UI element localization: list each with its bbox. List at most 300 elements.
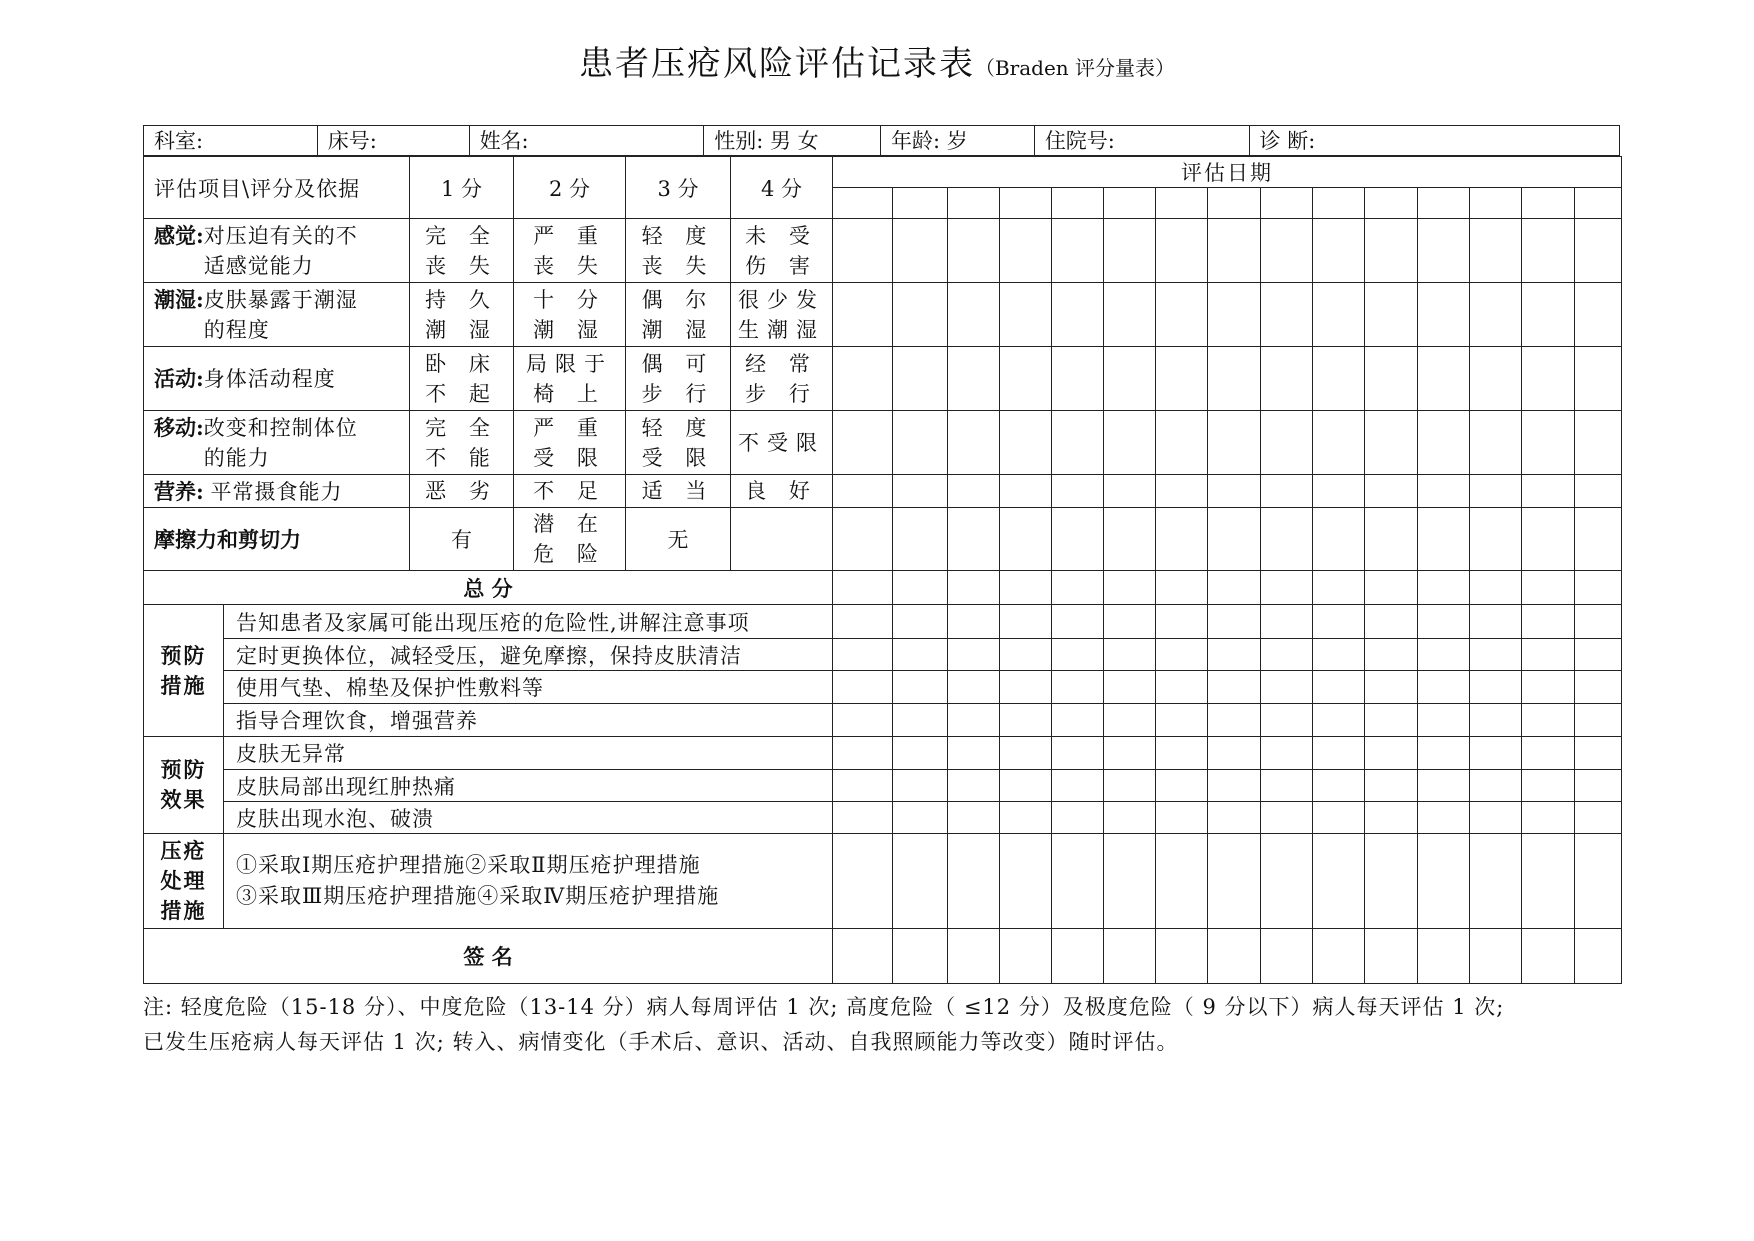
entry-cell[interactable] xyxy=(1000,802,1052,834)
score-entry-cell[interactable] xyxy=(1208,411,1261,475)
entry-cell[interactable] xyxy=(1000,929,1052,984)
entry-cell[interactable] xyxy=(893,802,948,834)
entry-cell[interactable] xyxy=(1261,671,1313,704)
entry-cell[interactable] xyxy=(1000,671,1052,704)
entry-cell[interactable] xyxy=(833,671,893,704)
entry-cell[interactable] xyxy=(1156,508,1208,571)
score-entry-cell[interactable] xyxy=(833,283,893,347)
entry-cell[interactable] xyxy=(1522,508,1575,571)
entry-cell[interactable] xyxy=(1052,770,1104,802)
entry-cell[interactable] xyxy=(1365,475,1418,508)
prevention-measure-1: 告知患者及家属可能出现压疮的危险性,讲解注意事项 xyxy=(224,605,833,639)
gender-field[interactable]: 性别: 男 女 xyxy=(704,126,881,155)
score-line1: 轻 度 xyxy=(641,223,715,248)
item-description-line1: 改变和控制体位 xyxy=(203,415,358,440)
entry-cell[interactable] xyxy=(1522,671,1575,704)
score-entry-cell[interactable] xyxy=(1522,347,1575,411)
score-entry-cell[interactable] xyxy=(948,347,1000,411)
entry-cell[interactable] xyxy=(1156,639,1208,671)
score-entry-cell[interactable] xyxy=(1156,411,1208,475)
entry-cell[interactable] xyxy=(1418,475,1470,508)
name-field[interactable]: 姓名: xyxy=(470,126,705,155)
entry-cell[interactable] xyxy=(893,508,948,571)
entry-cell[interactable] xyxy=(1261,639,1313,671)
score-entry-cell[interactable] xyxy=(833,219,893,283)
score-entry-cell[interactable] xyxy=(1261,219,1313,283)
score-entry-cell[interactable] xyxy=(1313,283,1365,347)
score-entry-cell[interactable] xyxy=(893,411,948,475)
entry-cell[interactable] xyxy=(893,737,948,770)
entry-cell[interactable] xyxy=(1104,639,1156,671)
entry-cell[interactable] xyxy=(1365,639,1418,671)
score-entry-cell[interactable] xyxy=(1000,411,1052,475)
entry-cell[interactable] xyxy=(1156,704,1208,737)
patient-info-row xyxy=(143,125,1620,156)
prevention-row-1 xyxy=(144,639,1622,671)
score-entry-cell[interactable] xyxy=(1156,219,1208,283)
score-line2: 丧 失 xyxy=(641,253,715,278)
entry-cell[interactable] xyxy=(1365,770,1418,802)
score-entry-cell[interactable] xyxy=(1365,347,1418,411)
entry-cell[interactable] xyxy=(1156,737,1208,770)
date-entry-cell[interactable] xyxy=(833,188,893,219)
score-entry-cell[interactable] xyxy=(1000,219,1052,283)
entry-cell[interactable] xyxy=(1261,571,1313,605)
col-header-assessment-date: 评估日期 xyxy=(833,157,1622,188)
entry-cell[interactable] xyxy=(1470,605,1522,639)
entry-cell[interactable] xyxy=(1261,508,1313,571)
entry-cell[interactable] xyxy=(1418,605,1470,639)
score-entry-cell[interactable] xyxy=(1208,347,1261,411)
entry-cell[interactable] xyxy=(1052,639,1104,671)
entry-cell[interactable] xyxy=(1575,605,1622,639)
entry-cell[interactable] xyxy=(1156,802,1208,834)
score-entry-cell[interactable] xyxy=(1522,283,1575,347)
score-line1: 严 重 xyxy=(533,415,606,440)
entry-cell[interactable] xyxy=(948,834,1000,929)
entry-cell[interactable] xyxy=(1156,834,1208,929)
score-entry-cell[interactable] xyxy=(1104,347,1156,411)
score-entry-cell[interactable] xyxy=(948,411,1000,475)
entry-cell[interactable] xyxy=(1208,929,1261,984)
entry-cell[interactable] xyxy=(1052,929,1104,984)
score-entry-cell[interactable] xyxy=(1418,283,1470,347)
score-entry-cell[interactable] xyxy=(1208,219,1261,283)
entry-cell[interactable] xyxy=(1365,508,1418,571)
effect-label xyxy=(144,737,224,834)
entry-cell[interactable] xyxy=(1000,639,1052,671)
entry-cell[interactable] xyxy=(1052,704,1104,737)
entry-cell[interactable] xyxy=(1208,475,1261,508)
age-field[interactable]: 年龄: 岁 xyxy=(881,126,1035,155)
score-entry-cell[interactable] xyxy=(1313,347,1365,411)
entry-cell[interactable] xyxy=(1522,834,1575,929)
score-cell-2 xyxy=(514,347,626,411)
entry-cell[interactable] xyxy=(1104,605,1156,639)
entry-cell[interactable] xyxy=(1000,770,1052,802)
entry-cell[interactable] xyxy=(1418,508,1470,571)
score-entry-cell[interactable] xyxy=(1418,347,1470,411)
score-line2: 步 行 xyxy=(641,381,715,406)
effect-row-2 xyxy=(144,802,1622,834)
effect-label-line1: 预防 xyxy=(160,757,207,782)
entry-cell[interactable] xyxy=(1104,802,1156,834)
col-header-score3: 3 分 xyxy=(626,157,731,219)
score-entry-cell[interactable] xyxy=(893,347,948,411)
entry-cell[interactable] xyxy=(1522,639,1575,671)
entry-cell[interactable] xyxy=(833,929,893,984)
entry-cell[interactable] xyxy=(1470,571,1522,605)
entry-cell[interactable] xyxy=(1470,704,1522,737)
entry-cell[interactable] xyxy=(1365,802,1418,834)
score-entry-cell[interactable] xyxy=(1104,283,1156,347)
entry-cell[interactable] xyxy=(1000,475,1052,508)
entry-cell[interactable] xyxy=(833,475,893,508)
score-entry-cell[interactable] xyxy=(1313,411,1365,475)
item-category: 感觉: xyxy=(154,222,204,248)
entry-cell[interactable] xyxy=(1261,737,1313,770)
entry-cell[interactable] xyxy=(1470,834,1522,929)
score-line1: 完 全 xyxy=(425,223,498,248)
entry-cell[interactable] xyxy=(1365,704,1418,737)
entry-cell[interactable] xyxy=(1365,834,1418,929)
score-entry-cell[interactable] xyxy=(1575,219,1622,283)
entry-cell[interactable] xyxy=(1261,770,1313,802)
score-entry-cell[interactable] xyxy=(1261,347,1313,411)
entry-cell[interactable] xyxy=(1208,770,1261,802)
score-entry-cell[interactable] xyxy=(1052,411,1104,475)
entry-cell[interactable] xyxy=(1000,704,1052,737)
entry-cell[interactable] xyxy=(833,571,893,605)
entry-cell[interactable] xyxy=(1418,929,1470,984)
entry-cell[interactable] xyxy=(1522,802,1575,834)
entry-cell[interactable] xyxy=(1470,737,1522,770)
entry-cell[interactable] xyxy=(1208,508,1261,571)
entry-cell[interactable] xyxy=(1470,929,1522,984)
entry-cell[interactable] xyxy=(1418,571,1470,605)
item-description-line1: 身体活动程度 xyxy=(203,366,336,391)
admission-number-field[interactable]: 住院号: xyxy=(1035,126,1250,155)
entry-cell[interactable] xyxy=(948,737,1000,770)
item-label xyxy=(144,285,409,345)
entry-cell[interactable] xyxy=(1313,508,1365,571)
date-entry-cell[interactable] xyxy=(1418,188,1470,219)
entry-cell[interactable] xyxy=(1000,737,1052,770)
entry-cell[interactable] xyxy=(948,605,1000,639)
entry-cell[interactable] xyxy=(1365,737,1418,770)
treatment-measures xyxy=(224,834,833,929)
date-entry-cell[interactable] xyxy=(1208,188,1261,219)
entry-cell[interactable] xyxy=(1208,834,1261,929)
score-entry-cell[interactable] xyxy=(948,283,1000,347)
score-entry-cell[interactable] xyxy=(1208,283,1261,347)
entry-cell[interactable] xyxy=(1104,571,1156,605)
entry-cell[interactable] xyxy=(1052,605,1104,639)
entry-cell[interactable] xyxy=(893,704,948,737)
score-entry-cell[interactable] xyxy=(1156,347,1208,411)
entry-cell[interactable] xyxy=(1522,475,1575,508)
entry-cell[interactable] xyxy=(1470,802,1522,834)
score-entry-cell[interactable] xyxy=(1156,283,1208,347)
entry-cell[interactable] xyxy=(893,929,948,984)
score-entry-cell[interactable] xyxy=(1470,411,1522,475)
entry-cell[interactable] xyxy=(1052,475,1104,508)
entry-cell[interactable] xyxy=(1365,671,1418,704)
entry-cell[interactable] xyxy=(1052,737,1104,770)
entry-cell[interactable] xyxy=(1575,639,1622,671)
score-entry-cell[interactable] xyxy=(1052,347,1104,411)
entry-cell[interactable] xyxy=(893,639,948,671)
entry-cell[interactable] xyxy=(1522,704,1575,737)
entry-cell[interactable] xyxy=(1104,508,1156,571)
date-entry-cell[interactable] xyxy=(1470,188,1522,219)
entry-cell[interactable] xyxy=(1104,834,1156,929)
date-entry-cell[interactable] xyxy=(1575,188,1622,219)
entry-cell[interactable] xyxy=(1156,571,1208,605)
entry-cell[interactable] xyxy=(1313,571,1365,605)
entry-cell[interactable] xyxy=(833,737,893,770)
score-entry-cell[interactable] xyxy=(1418,411,1470,475)
score-entry-cell[interactable] xyxy=(948,219,1000,283)
entry-cell[interactable] xyxy=(1365,929,1418,984)
score-entry-cell[interactable] xyxy=(1470,219,1522,283)
entry-cell[interactable] xyxy=(1365,605,1418,639)
entry-cell[interactable] xyxy=(1208,571,1261,605)
score-entry-cell[interactable] xyxy=(1575,411,1622,475)
entry-cell[interactable] xyxy=(893,605,948,639)
score-entry-cell[interactable] xyxy=(1104,219,1156,283)
entry-cell[interactable] xyxy=(1104,475,1156,508)
entry-cell[interactable] xyxy=(1052,571,1104,605)
entry-cell[interactable] xyxy=(1470,475,1522,508)
entry-cell[interactable] xyxy=(948,802,1000,834)
entry-cell[interactable] xyxy=(1313,605,1365,639)
item-label xyxy=(144,364,409,394)
score-entry-cell[interactable] xyxy=(1365,411,1418,475)
entry-cell[interactable] xyxy=(948,639,1000,671)
entry-cell[interactable] xyxy=(1156,671,1208,704)
entry-cell[interactable] xyxy=(1470,639,1522,671)
entry-cell[interactable] xyxy=(1104,671,1156,704)
entry-cell[interactable] xyxy=(1522,737,1575,770)
entry-cell[interactable] xyxy=(1208,605,1261,639)
entry-cell[interactable] xyxy=(948,770,1000,802)
score-entry-cell[interactable] xyxy=(1575,283,1622,347)
entry-cell[interactable] xyxy=(1208,671,1261,704)
score-cell-1 xyxy=(410,411,514,475)
date-entry-cell[interactable] xyxy=(1156,188,1208,219)
entry-cell[interactable] xyxy=(1575,508,1622,571)
entry-cell[interactable] xyxy=(893,475,948,508)
entry-cell[interactable] xyxy=(1418,737,1470,770)
entry-cell[interactable] xyxy=(948,671,1000,704)
score-entry-cell[interactable] xyxy=(1365,219,1418,283)
entry-cell[interactable] xyxy=(1470,770,1522,802)
entry-cell[interactable] xyxy=(1522,770,1575,802)
footnote xyxy=(143,990,1623,1060)
entry-cell[interactable] xyxy=(1470,671,1522,704)
date-entry-cell[interactable] xyxy=(1365,188,1418,219)
score-entry-cell[interactable] xyxy=(1522,219,1575,283)
entry-cell[interactable] xyxy=(1522,929,1575,984)
entry-cell[interactable] xyxy=(1313,834,1365,929)
entry-cell[interactable] xyxy=(893,834,948,929)
treatment-line2: ③采取Ⅲ期压疮护理措施④采取Ⅳ期压疮护理措施 xyxy=(236,884,720,908)
score-entry-cell[interactable] xyxy=(833,347,893,411)
form-title-sub: （Braden 评分量表） xyxy=(974,56,1176,80)
entry-cell[interactable] xyxy=(893,671,948,704)
effect-label-line2: 效果 xyxy=(160,787,207,812)
entry-cell[interactable] xyxy=(1000,605,1052,639)
score-entry-cell[interactable] xyxy=(1313,219,1365,283)
score-entry-cell[interactable] xyxy=(1261,283,1313,347)
score-entry-cell[interactable] xyxy=(1575,347,1622,411)
entry-cell[interactable] xyxy=(1418,834,1470,929)
entry-cell[interactable] xyxy=(833,834,893,929)
entry-cell[interactable] xyxy=(948,929,1000,984)
entry-cell[interactable] xyxy=(1418,770,1470,802)
entry-cell[interactable] xyxy=(833,802,893,834)
date-entry-cell[interactable] xyxy=(1052,188,1104,219)
entry-cell[interactable] xyxy=(1575,737,1622,770)
date-entry-cell[interactable] xyxy=(1000,188,1052,219)
entry-cell[interactable] xyxy=(948,571,1000,605)
entry-cell[interactable] xyxy=(1261,929,1313,984)
entry-cell[interactable] xyxy=(1052,834,1104,929)
score-entry-cell[interactable] xyxy=(1365,283,1418,347)
entry-cell[interactable] xyxy=(1575,671,1622,704)
prevention-row-3 xyxy=(144,704,1622,737)
entry-cell[interactable] xyxy=(1261,605,1313,639)
bed-field[interactable]: 床号: xyxy=(318,126,470,155)
entry-cell[interactable] xyxy=(1522,605,1575,639)
entry-cell[interactable] xyxy=(1313,639,1365,671)
score-entry-cell[interactable] xyxy=(1052,283,1104,347)
entry-cell[interactable] xyxy=(1522,571,1575,605)
entry-cell[interactable] xyxy=(1313,770,1365,802)
entry-cell[interactable] xyxy=(1104,704,1156,737)
entry-cell[interactable] xyxy=(1313,475,1365,508)
entry-cell[interactable] xyxy=(1000,508,1052,571)
entry-cell[interactable] xyxy=(1104,770,1156,802)
entry-cell[interactable] xyxy=(893,571,948,605)
entry-cell[interactable] xyxy=(833,639,893,671)
entry-cell[interactable] xyxy=(1156,929,1208,984)
score-entry-cell[interactable] xyxy=(1000,283,1052,347)
date-entry-cell[interactable] xyxy=(1261,188,1313,219)
effect-outcome-1: 皮肤无异常 xyxy=(224,737,833,770)
entry-cell[interactable] xyxy=(1575,571,1622,605)
date-entry-cell[interactable] xyxy=(1313,188,1365,219)
date-entry-cell[interactable] xyxy=(1522,188,1575,219)
prevention-measure-3: 使用气垫、棉垫及保护性敷料等 xyxy=(224,671,833,704)
entry-cell[interactable] xyxy=(1470,508,1522,571)
entry-cell[interactable] xyxy=(833,508,893,571)
score-entry-cell[interactable] xyxy=(1261,411,1313,475)
entry-cell[interactable] xyxy=(1052,508,1104,571)
entry-cell[interactable] xyxy=(1104,737,1156,770)
entry-cell[interactable] xyxy=(1575,770,1622,802)
entry-cell[interactable] xyxy=(1052,671,1104,704)
entry-cell[interactable] xyxy=(1208,737,1261,770)
item-description xyxy=(204,413,358,473)
entry-cell[interactable] xyxy=(1156,605,1208,639)
entry-cell[interactable] xyxy=(1575,929,1622,984)
entry-cell[interactable] xyxy=(1313,671,1365,704)
prevention-label xyxy=(144,605,224,737)
entry-cell[interactable] xyxy=(1104,929,1156,984)
entry-cell[interactable] xyxy=(1365,571,1418,605)
entry-cell[interactable] xyxy=(1418,802,1470,834)
entry-cell[interactable] xyxy=(1261,834,1313,929)
entry-cell[interactable] xyxy=(1313,802,1365,834)
date-entry-cell[interactable] xyxy=(1104,188,1156,219)
entry-cell[interactable] xyxy=(1208,639,1261,671)
entry-cell[interactable] xyxy=(1261,475,1313,508)
score-entry-cell[interactable] xyxy=(833,411,893,475)
score-line1: 卧 床 xyxy=(425,351,498,376)
entry-cell[interactable] xyxy=(1575,704,1622,737)
score-entry-cell[interactable] xyxy=(1470,283,1522,347)
entry-cell[interactable] xyxy=(1313,704,1365,737)
entry-cell[interactable] xyxy=(948,704,1000,737)
entry-cell[interactable] xyxy=(1313,737,1365,770)
score-cell-1 xyxy=(410,283,514,347)
item-description-line1: 皮肤暴露于潮湿 xyxy=(203,287,358,312)
entry-cell[interactable] xyxy=(1418,639,1470,671)
entry-cell[interactable] xyxy=(1000,834,1052,929)
entry-cell[interactable] xyxy=(1208,802,1261,834)
score-line1: 十 分 xyxy=(533,287,606,312)
entry-cell[interactable] xyxy=(833,704,893,737)
date-entry-cell[interactable] xyxy=(948,188,1000,219)
score-entry-cell[interactable] xyxy=(893,283,948,347)
entry-cell[interactable] xyxy=(1261,704,1313,737)
score-entry-cell[interactable] xyxy=(1418,219,1470,283)
effect-row-0 xyxy=(144,737,1622,770)
entry-cell[interactable] xyxy=(1208,704,1261,737)
entry-cell[interactable] xyxy=(948,475,1000,508)
diagnosis-field[interactable]: 诊 断: xyxy=(1259,129,1316,153)
entry-cell[interactable] xyxy=(1261,802,1313,834)
entry-cell[interactable] xyxy=(948,508,1000,571)
entry-cell[interactable] xyxy=(1313,929,1365,984)
entry-cell[interactable] xyxy=(1052,802,1104,834)
entry-cell[interactable] xyxy=(1000,571,1052,605)
entry-cell[interactable] xyxy=(1575,834,1622,929)
item-row-nutrition xyxy=(144,475,1622,508)
entry-cell[interactable] xyxy=(893,770,948,802)
date-entry-cell[interactable] xyxy=(893,188,948,219)
score-entry-cell[interactable] xyxy=(1104,411,1156,475)
entry-cell[interactable] xyxy=(1418,704,1470,737)
entry-cell[interactable] xyxy=(1156,770,1208,802)
score-line2: 不 能 xyxy=(425,445,498,470)
score-entry-cell[interactable] xyxy=(1052,219,1104,283)
entry-cell[interactable] xyxy=(1575,802,1622,834)
entry-cell[interactable] xyxy=(1156,475,1208,508)
entry-cell[interactable] xyxy=(1575,475,1622,508)
score-entry-cell[interactable] xyxy=(1470,347,1522,411)
entry-cell[interactable] xyxy=(833,605,893,639)
entry-cell[interactable] xyxy=(833,770,893,802)
friction-score2-line1: 潜 在 xyxy=(533,512,606,536)
dept-field[interactable]: 科室: xyxy=(144,126,318,155)
entry-cell[interactable] xyxy=(1418,671,1470,704)
score-entry-cell[interactable] xyxy=(1000,347,1052,411)
score-entry-cell[interactable] xyxy=(893,219,948,283)
score-entry-cell[interactable] xyxy=(1522,411,1575,475)
